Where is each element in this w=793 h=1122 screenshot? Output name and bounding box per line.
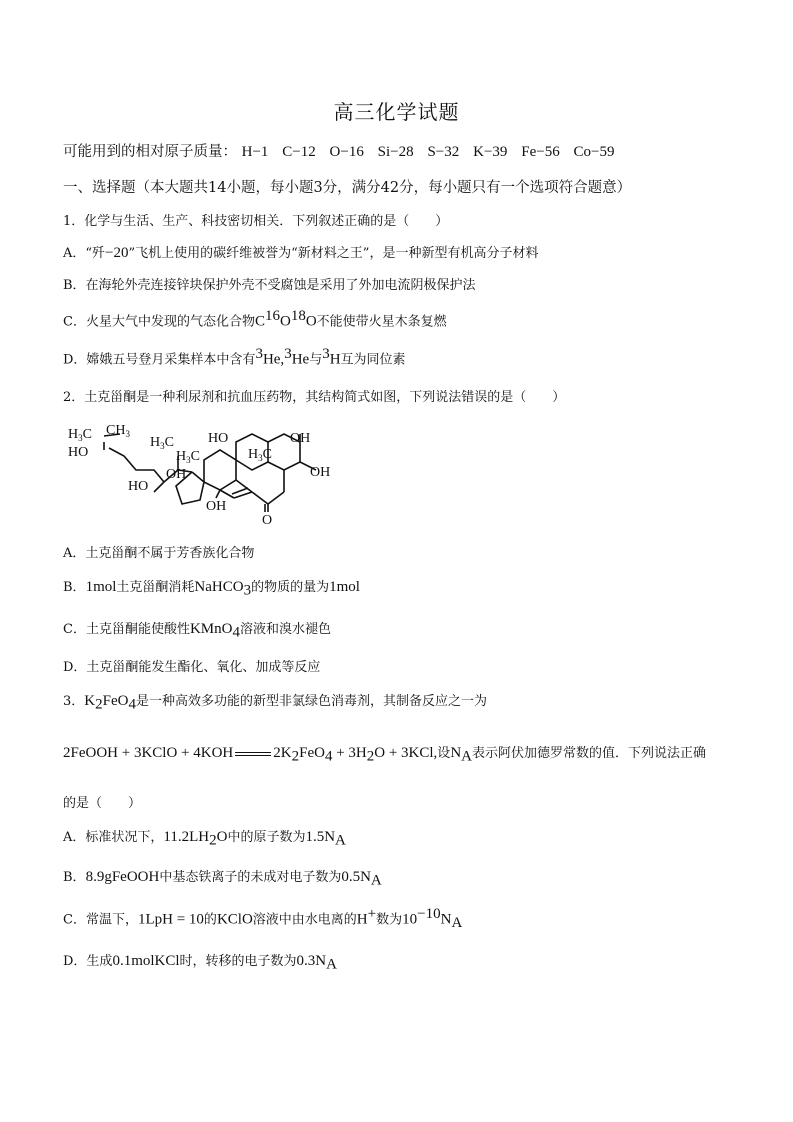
q1-d-sup1: 3 [255,346,263,362]
mass-co: Co−59 [573,144,615,160]
q3-c-ion: H [356,911,368,928]
q1-d-post: 互为同位素 [340,352,406,368]
label-oh-side: OH [166,467,187,482]
q3-eq-r3: + 3H [332,745,367,761]
q3-eq-r3-sub: 2 [366,748,375,765]
q3-b-val-sub: A [370,872,382,889]
q2-b-formula: NaHCO [194,579,244,595]
q2-option-c [63,618,331,642]
q2-option-b [63,576,360,600]
q3-d-pre: D．生成 [63,954,113,969]
q3-b-pre: B． [63,870,86,885]
q1-option-b: B．在海轮外壳连接锌块保护外壳不受腐蚀是采用了外加电流阴极保护法 [63,278,476,293]
q1-d-sup2: 3 [284,346,292,362]
q1-c-post: 不能使带火星木条复燃 [316,314,447,330]
q3-stem-sub2: 4 [128,696,136,713]
label-ho-ring: HO [208,431,229,446]
q1-option-a [63,242,538,262]
q3-a-sub: 2 [209,832,217,849]
q3-b-amt: 8.9gFeOOH [85,869,160,885]
q1-c-pre: C．火星大气中发现的气态化合物 [63,314,255,330]
q1-option-c [63,308,447,330]
q3-eq-tail: 表示阿伏加德罗常数的值．下列说法正确 [472,746,707,761]
q3-a-mid: 中的原子数为 [227,830,306,845]
ring-c [204,450,236,490]
q1-d-el1: He, [262,351,285,368]
q1-d-pre: D．嫦娥五号登月采集样本中含有 [63,352,256,368]
q3-b-mid: 中基态铁离子的未成对电子数为 [159,870,342,885]
mass-h: H−1 [241,144,269,160]
label-oh-bottom: OH [206,499,227,514]
q3-eq-arrow [235,752,271,756]
q3-eq-r1-sub: 2 [291,748,300,765]
mass-s: S−32 [427,144,460,160]
q1-c-formula-1: C [254,313,265,330]
q3-stem-cont: 的是（ ） [63,796,142,811]
q2-c-sub: 4 [232,624,240,641]
q2-c-formula: KMnO [189,621,233,637]
q2-b-sub: 3 [243,582,252,599]
q1-c-formula-2: O [279,313,291,330]
q2-b-amt1: 1mol [85,579,117,595]
q3-eq-r2: FeO [299,745,325,761]
mass-fe: Fe−56 [521,144,560,160]
q3-eq-na: N [450,745,462,761]
q3-option-c [63,906,462,932]
q3-a-amt2: O [216,829,228,845]
atomic-mass-label: 可能用到的相对原子质量： [63,144,237,160]
q1-a-num: −20 [105,245,129,261]
page-title: 高三化学试题 [333,100,460,124]
q3-eq-na-sub: A [461,748,472,765]
q2-b-amt2: 1mol [329,579,360,595]
atomic-mass-line [63,140,615,161]
q3-option-a [63,826,346,850]
q3-eq-left: 2FeOOH + 3KClO + 4KOH [63,745,234,761]
q3-d-mid: 时，转移的电子数为 [179,954,297,969]
q1-c-formula-3: O [305,313,317,330]
q1-c-mass-2: 18 [290,308,306,324]
label-ho-bottom-left: HO [128,479,149,494]
q3-c-mid3: 数为 [376,912,403,928]
q3-c-mid2: 溶液中由水电离的 [252,912,357,928]
q3-stem-formula2: FeO [102,693,129,709]
section-heading: 一、选择题（本大题共14小题，每小题3分，满分42分，每小题只有一个选项符合题意） [63,180,632,196]
q1-d-sup3: 3 [322,346,330,362]
q3-stem-pre: 3． [63,694,85,709]
label-ch3-top: $CH_3$ [106,423,130,439]
q3-c-amt: 1LpH = 10 [137,911,204,928]
q3-stem [63,690,487,714]
q2-b-pre: B． [63,580,86,595]
label-ho-left: HO [68,445,89,460]
label-o-ketone: O [262,513,273,528]
q1-d-mid: 与 [309,352,323,368]
q3-c-ion-sup: + [367,906,377,922]
label-h3c-ring: $H_3C$ [176,449,200,465]
q3-eq-text: 设 [437,746,451,761]
q3-c-mid1: 的 [203,912,217,928]
q2-option-a: A．土克甾酮不属于芳香族化合物 [63,546,255,561]
q3-c-pre: C．常温下， [63,912,138,928]
q3-c-val-sup: −10 [417,906,441,922]
q2-b-mid: 土克甾酮消耗 [116,580,195,595]
q3-d-val: 0.3N [296,953,327,969]
q2-option-d: D．土克甾酮能发生酯化、氧化、加成等反应 [63,660,321,675]
q2-c-post: 溶液和溴水褪色 [239,622,331,637]
q3-a-val-sub: A [335,832,346,849]
q3-eq-r4: O + 3KCl, [374,745,438,761]
q3-option-d [63,950,337,974]
q1-stem: 1．化学与生活、生产、科技密切相关．下列叙述正确的是（ ） [63,214,449,229]
q3-c-formula: KClO [216,911,253,928]
q3-d-amt: 0.1molKCl [112,953,180,969]
q3-a-pre: A．标准状况下， [63,830,164,845]
q3-c-val2-sub: A [451,914,463,931]
label-oh-top-right: OH [290,431,311,446]
q3-stem-post: 是一种高效多功能的新型非氯绿色消毒剂，其制备反应之一为 [135,694,487,709]
q3-a-val: 1.5N [305,829,336,845]
q1-a-pre: A．“歼 [63,246,106,261]
q1-a-post: ”飞机上使用的碳纤维被誉为“新材料之王”，是一种新型有机高分子材料 [128,246,539,261]
q3-b-val: 0.5N [341,869,371,885]
q3-c-val: 10 [402,911,418,928]
mass-k: K−39 [473,144,508,160]
q1-option-d [63,346,406,368]
steroid-structure-diagram [64,420,354,530]
mass-o: O−16 [329,144,364,160]
label-oh-right: OH [310,465,331,480]
q3-option-b [63,866,382,890]
label-h3c-top: $H_3C$ [68,427,92,443]
q3-d-val-sub: A [326,956,337,973]
q2-stem: 2．土克甾酮是一种利尿剂和抗血压药物，其结构简式如图，下列说法错误的是（ ） [63,390,566,405]
label-h3c-mid: $H_3C$ [150,435,174,451]
q3-eq-r1: 2K [273,745,292,761]
q3-stem-formula: K [84,693,96,709]
q3-equation-line [63,742,706,766]
q1-d-el3: H [329,351,341,368]
q3-c-val2: N [440,911,452,928]
label-h3c-ring2: $H_3C$ [248,447,272,463]
q3-stem-sub1: 2 [95,696,103,713]
q2-b-post1: 的物质的量为 [251,580,330,595]
q3-a-amt: 11.2LH [163,829,210,845]
q1-c-mass-1: 16 [264,308,280,324]
q1-d-el2: He [291,351,310,368]
q2-c-pre: C．土克甾酮能使酸性 [63,622,190,637]
mass-c: C−12 [282,144,316,160]
q3-eq-r2-sub: 4 [324,748,333,765]
mass-si: Si−28 [377,144,414,160]
